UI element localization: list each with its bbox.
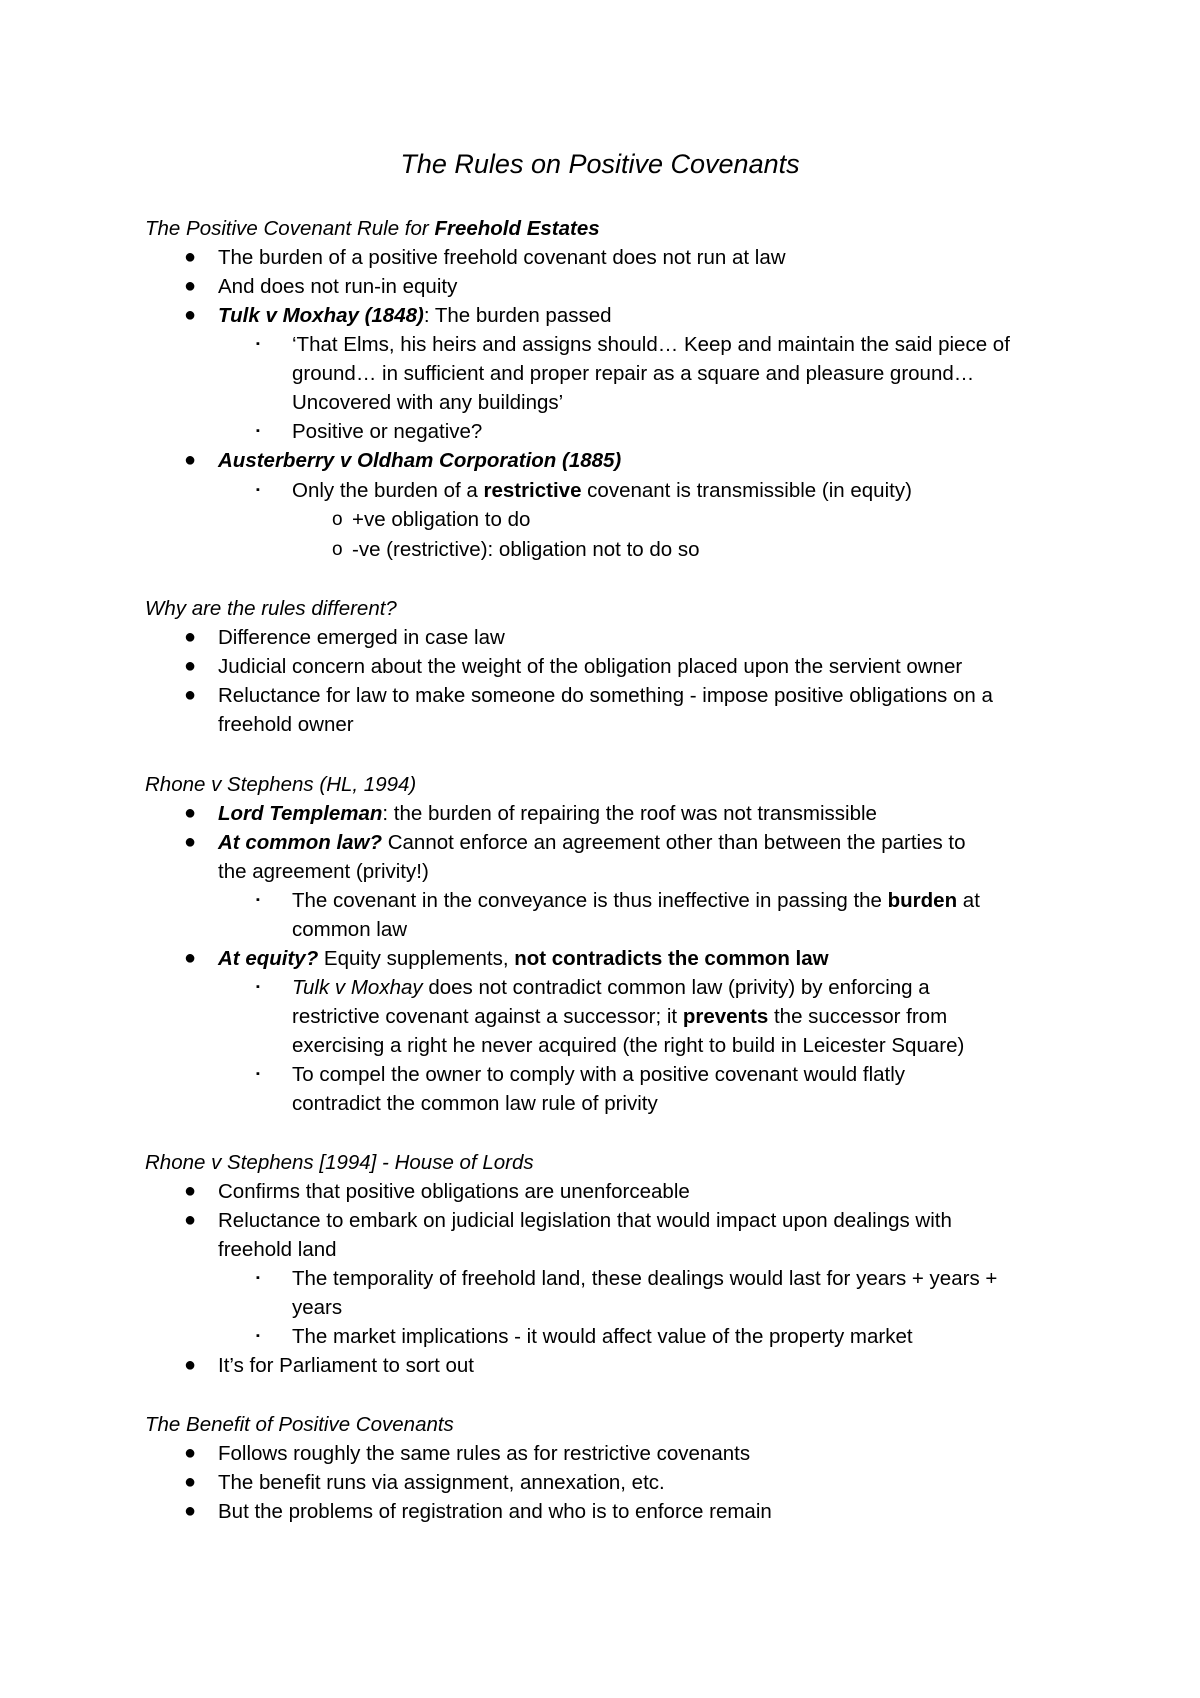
- circle-bullet-icon: o: [332, 539, 343, 560]
- list-item-continuation: common law: [292, 918, 408, 941]
- section-heading-rhone-hl: Rhone v Stephens (HL, 1994): [145, 773, 417, 796]
- list-item: Lord Templeman: the burden of repairing the roof was not transmissible: [218, 802, 877, 825]
- list-item: The covenant in the conveyance is thus ineffective in passing the burden at: [292, 889, 980, 912]
- list-item-continuation: contradict the common law rule of privity: [292, 1092, 658, 1115]
- square-bullet-icon: ▪: [256, 1272, 260, 1284]
- bullet-icon: ●: [184, 626, 197, 648]
- list-item: Austerberry v Oldham Corporation (1885): [218, 449, 622, 472]
- list-item: Confirms that positive obligations are unenforceable: [218, 1180, 690, 1203]
- list-item: It’s for Parliament to sort out: [218, 1354, 474, 1377]
- list-item: -ve (restrictive): obligation not to do so: [352, 538, 700, 561]
- bullet-icon: ●: [184, 1180, 197, 1202]
- list-item: Tulk v Moxhay (1848): The burden passed: [218, 304, 612, 327]
- list-item: ‘That Elms, his heirs and assigns should… Keep and maintain the said piece of: [292, 333, 1010, 356]
- square-bullet-icon: ▪: [256, 1330, 260, 1342]
- list-item: The burden of a positive freehold covenant does not run at law: [218, 246, 786, 269]
- square-bullet-icon: ▪: [256, 894, 260, 906]
- list-item: To compel the owner to comply with a positive covenant would flatly: [292, 1063, 906, 1086]
- list-item: But the problems of registration and who is to enforce remain: [218, 1500, 772, 1523]
- bullet-icon: ●: [184, 1500, 197, 1522]
- list-item-continuation: exercising a right he never acquired (the right to build in Leicester Square): [292, 1034, 965, 1057]
- square-bullet-icon: ▪: [256, 425, 260, 437]
- list-item-continuation: the agreement (privity!): [218, 860, 429, 883]
- list-item: Judicial concern about the weight of the obligation placed upon the servient owner: [218, 655, 963, 678]
- section-heading-why: Why are the rules different?: [145, 597, 397, 620]
- list-item-continuation: restrictive covenant against a successor; it prevents the successor from: [292, 1005, 948, 1028]
- list-item-continuation: years: [292, 1296, 343, 1319]
- list-item: Follows roughly the same rules as for restrictive covenants: [218, 1442, 751, 1465]
- list-item: At equity? Equity supplements, not contradicts the common law: [218, 947, 829, 970]
- list-item: Reluctance for law to make someone do something - impose positive obligations on a: [218, 684, 993, 707]
- list-item-continuation: Uncovered with any buildings’: [292, 391, 564, 414]
- bullet-icon: ●: [184, 1442, 197, 1464]
- list-item: Reluctance to embark on judicial legislation that would impact upon dealings with: [218, 1209, 952, 1232]
- bullet-icon: ●: [184, 1209, 197, 1231]
- list-item: Difference emerged in case law: [218, 626, 505, 649]
- section-heading-rhone-lords: Rhone v Stephens [1994] - House of Lords: [145, 1151, 534, 1174]
- list-item: At common law? Cannot enforce an agreement other than between the parties to: [218, 831, 966, 854]
- list-item: The benefit runs via assignment, annexation, etc.: [218, 1471, 665, 1494]
- list-item: And does not run-in equity: [218, 275, 458, 298]
- list-item: Only the burden of a restrictive covenant is transmissible (in equity): [292, 479, 912, 502]
- bullet-icon: ●: [184, 831, 197, 853]
- square-bullet-icon: ▪: [256, 1068, 260, 1080]
- section-heading-freehold: The Positive Covenant Rule for Freehold Estates: [145, 217, 600, 240]
- list-item: +ve obligation to do: [352, 508, 531, 531]
- page-title: The Rules on Positive Covenants: [400, 149, 800, 179]
- circle-bullet-icon: o: [332, 509, 343, 530]
- bullet-icon: ●: [184, 246, 197, 268]
- bullet-icon: ●: [184, 655, 197, 677]
- bullet-icon: ●: [184, 304, 197, 326]
- bullet-icon: ●: [184, 449, 197, 471]
- bullet-icon: ●: [184, 684, 197, 706]
- section-heading-benefit: The Benefit of Positive Covenants: [145, 1413, 454, 1436]
- bullet-icon: ●: [184, 1354, 197, 1376]
- square-bullet-icon: ▪: [256, 484, 260, 496]
- list-item-continuation: freehold land: [218, 1238, 337, 1261]
- list-item-continuation: ground… in sufficient and proper repair as a square and pleasure ground…: [292, 362, 975, 385]
- bullet-icon: ●: [184, 1471, 197, 1493]
- list-item: Tulk v Moxhay does not contradict common law (privity) by enforcing a: [292, 976, 930, 999]
- bullet-icon: ●: [184, 947, 197, 969]
- list-item: The market implications - it would affect value of the property market: [292, 1325, 913, 1348]
- list-item: The temporality of freehold land, these dealings would last for years + years +: [292, 1267, 998, 1290]
- list-item: Positive or negative?: [292, 420, 483, 443]
- square-bullet-icon: ▪: [256, 338, 260, 350]
- list-item-continuation: freehold owner: [218, 713, 354, 736]
- bullet-icon: ●: [184, 275, 197, 297]
- square-bullet-icon: ▪: [256, 981, 260, 993]
- bullet-icon: ●: [184, 802, 197, 824]
